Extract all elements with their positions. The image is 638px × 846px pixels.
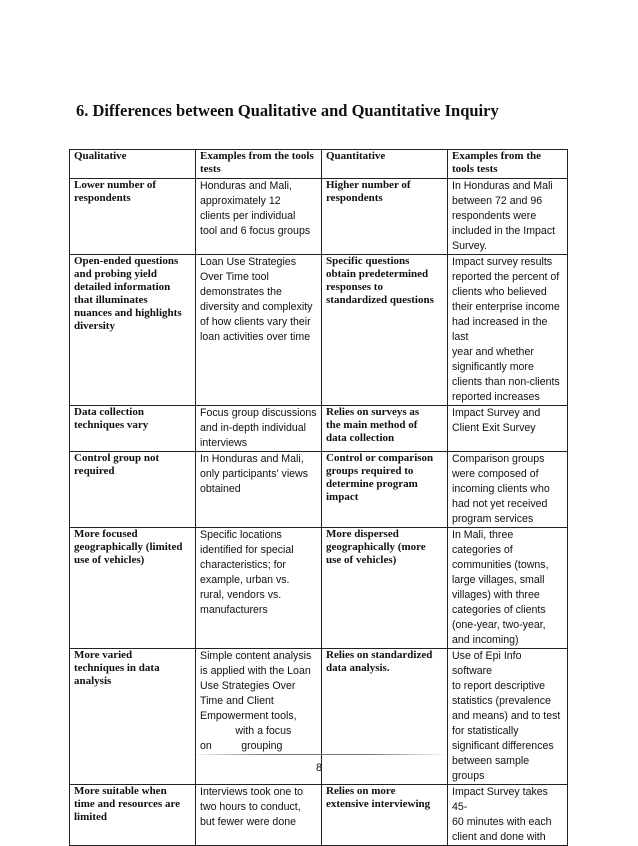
- table-row: [70, 255, 568, 406]
- quantitative-cell: More dispersed geographically (more use of vehicles): [322, 528, 448, 649]
- quantitative-example-cell: In Honduras and Mali between 72 and 96 respondents were included in the Impact Survey.: [448, 179, 568, 255]
- quantitative-cell: Higher number of respondents: [322, 179, 448, 255]
- qualitative-cell: More suitable when time and resources are limited: [70, 785, 196, 846]
- table-row: [70, 785, 568, 846]
- section-heading: 6. Differences between Qualitative and Quantitative Inquiry: [76, 101, 499, 120]
- qualitative-cell: Control group not required: [70, 452, 196, 528]
- qualitative-example-cell: Honduras and Mali, approximately 12 clients per individual tool and 6 focus groups: [196, 179, 322, 255]
- quantitative-cell: Relies on surveys as the main method of data collection: [322, 406, 448, 452]
- comparison-table: [69, 149, 568, 846]
- qualitative-cell: More varied techniques in data analysis: [70, 649, 196, 785]
- quantitative-example-cell: In Mali, three categories of communities (towns, large villages, small villages) with three categories of clients (one-year, two-year, and incoming): [448, 528, 568, 649]
- qualitative-example-cell: Interviews took one to two hours to conduct, but fewer were done: [196, 785, 322, 846]
- qualitative-example-cell: Simple content analysis is applied with the Loan Use Strategies Over Time and Client Empowerment tools, with a focus on grouping: [196, 649, 322, 785]
- footer-divider: [190, 754, 448, 755]
- qualitative-cell: Lower number of respondents: [70, 179, 196, 255]
- table-row: [70, 179, 568, 255]
- header-qualitative: Qualitative: [70, 150, 196, 179]
- quantitative-cell: Relies on standardized data analysis.: [322, 649, 448, 785]
- quantitative-example-cell: Impact Survey and Client Exit Survey: [448, 406, 568, 452]
- header-examples-quantitative: Examples from the tools tests: [448, 150, 568, 179]
- quantitative-example-cell: Comparison groups were composed of incoming clients who had not yet received program services: [448, 452, 568, 528]
- qualitative-cell: More focused geographically (limited use of vehicles): [70, 528, 196, 649]
- page-number: 8: [315, 762, 323, 774]
- qualitative-cell: Open-ended questions and probing yield detailed information that illuminates nuances and highlights diversity: [70, 255, 196, 406]
- quantitative-example-cell: Impact Survey takes 45- 60 minutes with each client and done with: [448, 785, 568, 846]
- header-examples-qualitative: Examples from the tools tests: [196, 150, 322, 179]
- qualitative-example-cell: Focus group discussions and in-depth individual interviews: [196, 406, 322, 452]
- header-quantitative: Quantitative: [322, 150, 448, 179]
- table-row: [70, 452, 568, 528]
- qualitative-example-cell: Loan Use Strategies Over Time tool demonstrates the diversity and complexity of how clients vary their loan activities over time: [196, 255, 322, 406]
- table-header-row: [70, 150, 568, 179]
- quantitative-cell: Control or comparison groups required to determine program impact: [322, 452, 448, 528]
- qualitative-example-cell: Specific locations identified for special characteristics; for example, urban vs. rural, vendors vs. manufacturers: [196, 528, 322, 649]
- table-row: [70, 528, 568, 649]
- quantitative-example-cell: Impact survey results reported the percent of clients who believed their enterprise income had increased in the last year and whether significantly more clients than non-clients reported increases: [448, 255, 568, 406]
- quantitative-cell: Specific questions obtain predetermined responses to standardized questions: [322, 255, 448, 406]
- qualitative-cell: Data collection techniques vary: [70, 406, 196, 452]
- quantitative-example-cell: Use of Epi Info software to report descriptive statistics (prevalence and means) and to test for statistically significant differences between sample groups: [448, 649, 568, 785]
- quantitative-cell: Relies on more extensive interviewing: [322, 785, 448, 846]
- qualitative-example-cell: In Honduras and Mali, only participants' views obtained: [196, 452, 322, 528]
- table-row: [70, 406, 568, 452]
